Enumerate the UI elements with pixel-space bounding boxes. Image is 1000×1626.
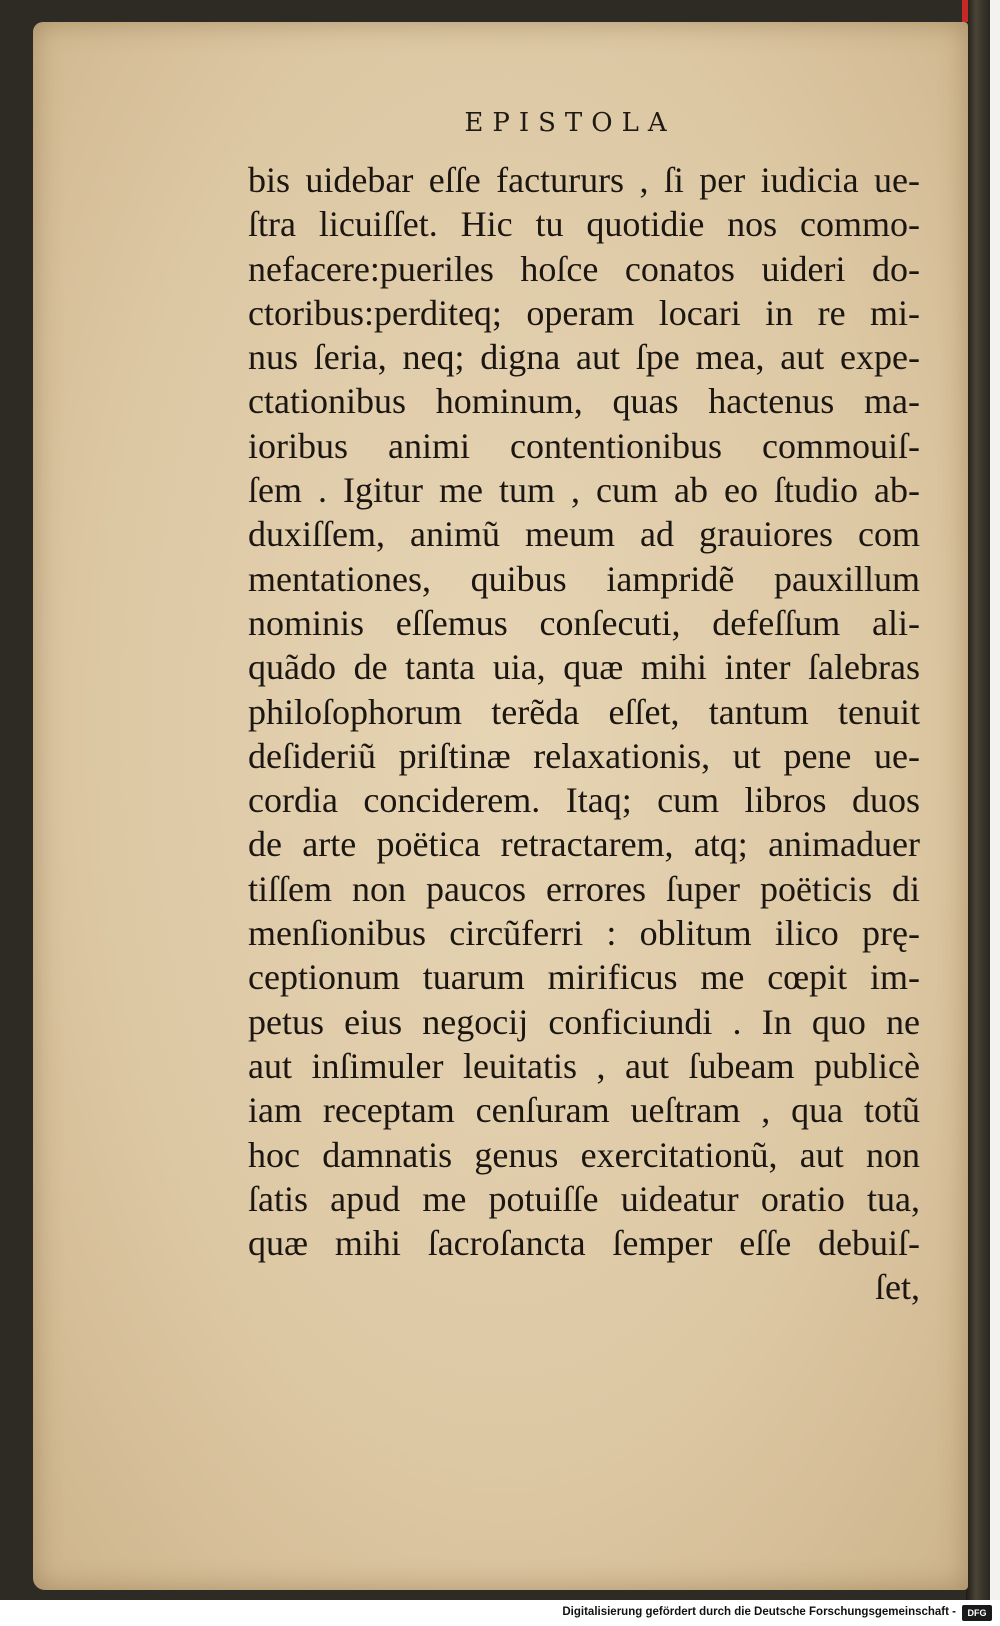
text-line: ctationibus hominum, quas hactenus ma- xyxy=(248,381,920,422)
text-line: tiſſem non paucos errores ſuper poëticis di xyxy=(248,868,920,909)
dfg-logo: DFG xyxy=(962,1605,992,1621)
text-line: ceptionum tuarum mirificus me cœpit im- xyxy=(248,957,920,998)
funding-credit: Digitalisierung gefördert durch die Deutsche Forschungsgemeinschaft - xyxy=(562,1606,956,1618)
text-line: quæ mihi ſacroſancta ſemper eſſe debuiſ- xyxy=(248,1223,920,1264)
text-block xyxy=(248,158,920,1310)
text-line: nus ſeria, neq; digna aut ſpe mea, aut expe- xyxy=(248,337,920,378)
text-line: aut inſimuler leuitatis , aut ſubeam publicè xyxy=(248,1045,920,1086)
text-line: ſatis apud me potuiſſe uideatur oratio tua, xyxy=(248,1178,920,1219)
text-line: cordia conciderem. Itaq; cum libros duos xyxy=(248,780,920,821)
text-line: petus eius negocij conficiundi . In quo ne xyxy=(248,1001,920,1042)
text-line: duxiſſem, animũ meum ad grauiores com xyxy=(248,514,920,555)
footer-bar xyxy=(0,1600,1000,1626)
text-line: deſideriũ priſtinæ relaxationis, ut pene ue- xyxy=(248,735,920,776)
text-line: menſionibus circũferri : oblitum ilico prę- xyxy=(248,913,920,954)
text-line: iam receptam cenſuram ueſtram , qua totũ xyxy=(248,1090,920,1131)
text-line: bis uidebar eſſe factururs , ſi per iudicia ue- xyxy=(248,160,920,200)
text-line: de arte poëtica retractarem, atq; animaduer xyxy=(248,824,920,865)
text-line: mentationes, quibus iampridẽ pauxillum xyxy=(248,558,920,599)
text-line: ſtra licuiſſet. Hic tu quotidie nos commo- xyxy=(248,204,920,245)
running-head: EPISTOLA xyxy=(464,108,676,138)
text-line: nominis eſſemus conſecuti, defeſſum ali- xyxy=(248,602,920,643)
text-line: quãdo de tanta uia, quæ mihi inter ſalebras xyxy=(248,647,920,688)
text-line: hoc damnatis genus exercitationũ, aut non xyxy=(248,1134,920,1175)
spine-color-mark xyxy=(962,0,968,22)
text-line: ctoribus:perditeq; operam locari in re mi- xyxy=(248,292,920,333)
book-spine xyxy=(966,0,990,1600)
text-line: nefacere:pueriles hoſce conatos uideri do- xyxy=(248,248,920,289)
text-line: ſet, xyxy=(875,1267,920,1308)
text-line: ſem . Igitur me tum , cum ab eo ſtudio ab- xyxy=(248,470,920,511)
text-line: ioribus animi contentionibus commouiſ- xyxy=(248,425,920,466)
text-line: philoſophorum terẽda eſſet, tantum tenuit xyxy=(248,691,920,732)
